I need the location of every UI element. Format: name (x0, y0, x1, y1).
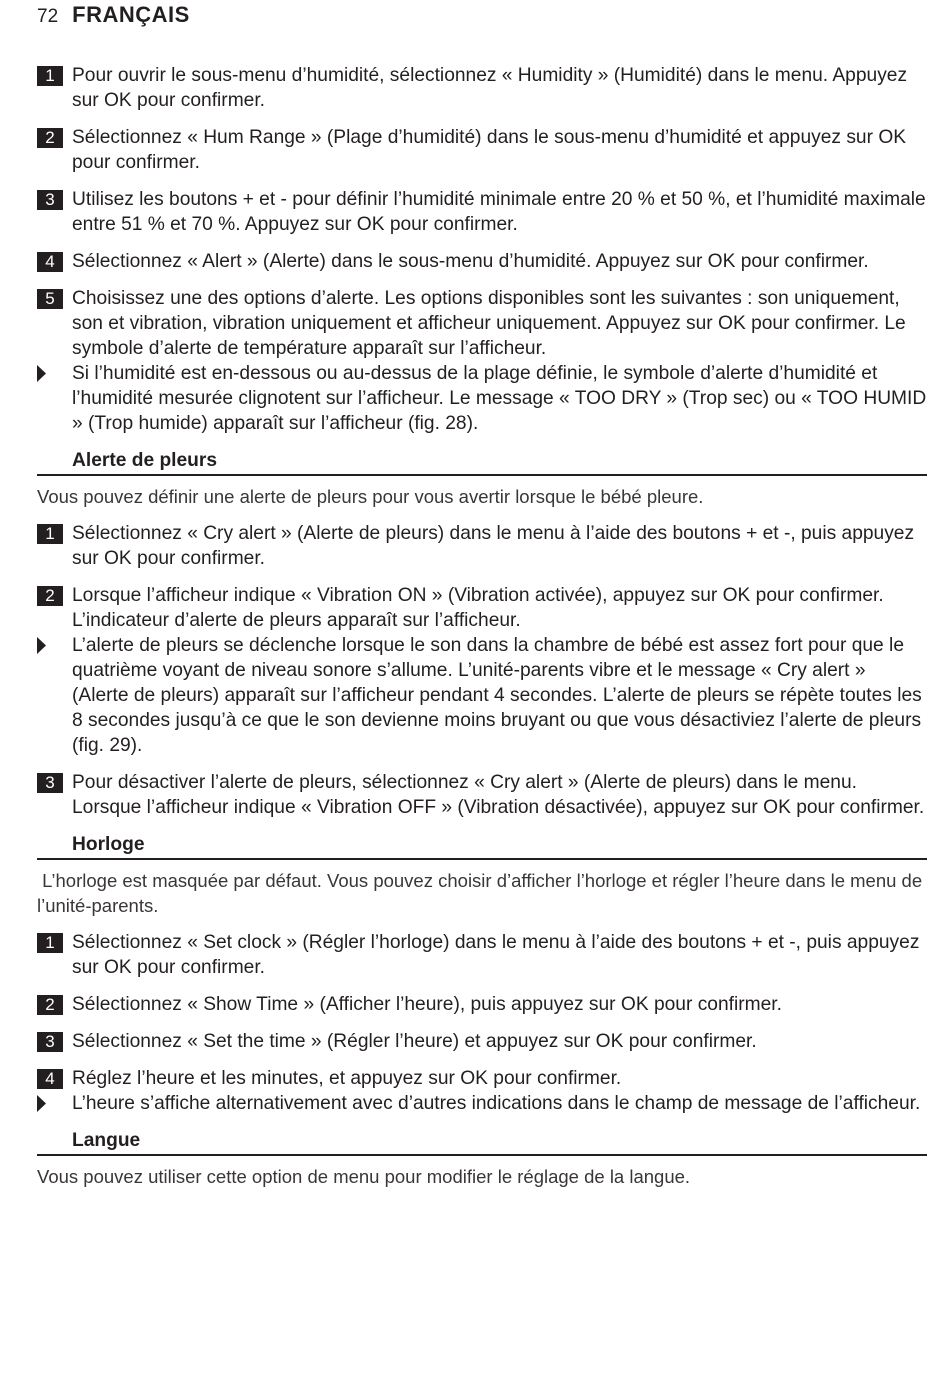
step-text: Sélectionnez « Alert » (Alerte) dans le sous-menu d’humidité. Appuyez sur OK pour confirmer. (72, 251, 869, 272)
step-item (37, 286, 927, 436)
step-number: 1 (37, 66, 63, 86)
step-number: 4 (37, 252, 63, 272)
step-item (37, 125, 927, 175)
page-title: FRANÇAIS (72, 2, 190, 27)
step-number: 2 (37, 128, 63, 148)
step-item (37, 521, 927, 571)
step-text: Pour ouvrir le sous-menu d’humidité, sélectionnez « Humidity » (Humidité) dans le menu. Appuyez sur OK pour confirmer. (72, 65, 908, 111)
step-number: 3 (37, 1032, 63, 1052)
step-number: 3 (37, 190, 63, 210)
step-text: Sélectionnez « Show Time » (Afficher l’heure), puis appuyez sur OK pour confirmer. (72, 994, 782, 1015)
step-item (37, 770, 927, 820)
result-note-text: L’alerte de pleurs se déclenche lorsque le son dans la chambre de bébé est assez fort pour que le quatrième voyant de niveau sonore s’allume. L’unité-parents vibre et le message « Cry alert » (Alerte de pleurs) apparaît sur l’afficheur pendant 4 secondes. L’alerte de pleurs se répète toutes les 8 secondes jusqu’à ce que le son devienne moins bruyant ou que vous désactiviez l’alerte de pleurs (fig. 29). (72, 635, 922, 756)
step-number: 5 (37, 289, 63, 309)
step-number: 1 (37, 933, 63, 953)
step-item (37, 63, 927, 113)
step-item (37, 187, 927, 237)
step-text: Choisissez une des options d’alerte. Les options disponibles sont les suivantes : son uniquement, son et vibration, vibration uniquement et afficheur uniquement. Appuyez sur OK pour confirmer. Le symbole d’alerte de température apparaît sur l’afficheur. (72, 288, 906, 359)
page-number: 72 (37, 6, 59, 27)
step-item (37, 583, 927, 758)
result-arrow-icon (37, 365, 46, 382)
result-note-text: L’heure s’affiche alternativement avec d’autres indications dans le champ de message de l’afficheur. (72, 1093, 921, 1114)
step-number: 3 (37, 773, 63, 793)
page-content (37, 63, 927, 1201)
page-header (37, 0, 190, 30)
step-text: Sélectionnez « Hum Range » (Plage d’humidité) dans le sous-menu d’humidité et appuyez sur OK pour confirmer. (72, 127, 907, 173)
step-item (37, 249, 927, 274)
result-note-text: Si l’humidité est en-dessous ou au-dessus de la plage définie, le symbole d’alerte d’humidité et l’humidité mesurée clignotent sur l’afficheur. Le message « TOO DRY » (Trop sec) ou « TOO HUMID » (Trop humide) apparaît sur l’afficheur (fig. 28). (72, 363, 927, 434)
step-number: 2 (37, 995, 63, 1015)
section-heading-clock: Horloge (37, 832, 927, 860)
step-text: Pour désactiver l’alerte de pleurs, sélectionnez « Cry alert » (Alerte de pleurs) dans le menu. Lorsque l’afficheur indique « Vibration OFF » (Vibration désactivée), appuyez sur OK pour confirmer. (72, 772, 925, 818)
step-number: 4 (37, 1069, 63, 1089)
step-item (37, 930, 927, 980)
step-item (37, 1066, 927, 1116)
step-text: Sélectionnez « Cry alert » (Alerte de pleurs) dans le menu à l’aide des boutons + et -, puis appuyez sur OK pour confirmer. (72, 523, 915, 569)
result-note (72, 361, 927, 436)
step-item (37, 992, 927, 1017)
section-intro: L’horloge est masquée par défaut. Vous pouvez choisir d’afficher l’horloge et régler l’heure dans le menu de l’unité-parents. (37, 870, 928, 916)
step-text: Sélectionnez « Set clock » (Régler l’horloge) dans le menu à l’aide des boutons + et -, puis appuyez sur OK pour confirmer. (72, 932, 920, 978)
step-text: Sélectionnez « Set the time » (Régler l’heure) et appuyez sur OK pour confirmer. (72, 1031, 757, 1052)
section-heading-language: Langue (37, 1128, 927, 1156)
step-text: Utilisez les boutons + et - pour définir l’humidité minimale entre 20 % et 50 %, et l’humidité maximale entre 51 % et 70 %. Appuyez sur OK pour confirmer. (72, 189, 926, 235)
step-number: 2 (37, 586, 63, 606)
result-arrow-icon (37, 637, 46, 654)
step-text: Lorsque l’afficheur indique « Vibration ON » (Vibration activée), appuyez sur OK pour confirmer. L’indicateur d’alerte de pleurs apparaît sur l’afficheur. (72, 585, 884, 631)
result-note (72, 633, 927, 758)
section-intro: Vous pouvez définir une alerte de pleurs pour vous avertir lorsque le bébé pleure. (37, 486, 704, 507)
result-note (72, 1091, 927, 1116)
step-number: 1 (37, 524, 63, 544)
step-text: Réglez l’heure et les minutes, et appuyez sur OK pour confirmer. (72, 1068, 622, 1089)
section-heading-cry-alert: Alerte de pleurs (37, 448, 927, 476)
section-intro: Vous pouvez utiliser cette option de menu pour modifier le réglage de la langue. (37, 1166, 691, 1187)
result-arrow-icon (37, 1095, 46, 1112)
step-item (37, 1029, 927, 1054)
